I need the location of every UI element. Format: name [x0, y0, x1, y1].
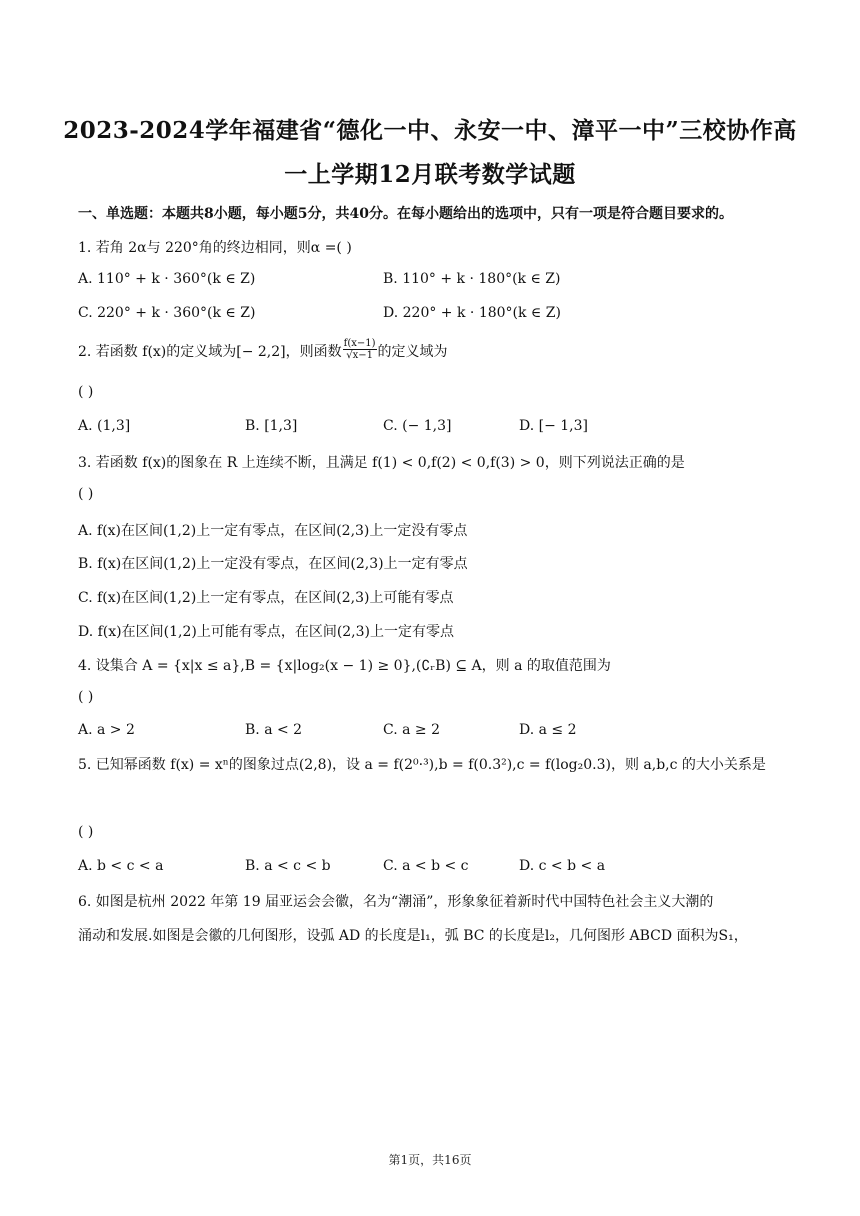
- question-2-stem-part1: 2. 若函数 f(x)的定义域为[− 2,2]，则函数: [78, 343, 342, 360]
- question-2-stem-part2: 的定义域为: [377, 343, 448, 360]
- question-4-stem: 4. 设集合 A = {x|x ≤ a},B = {x|log₂(x − 1) ≥ 0},(∁ᵣB) ⊆ A，则 a 的取值范围为: [78, 658, 611, 674]
- question-3-stem: 3. 若函数 f(x)的图象在 R 上连续不断，且满足 f(1) < 0,f(2) < 0,f(3) > 0，则下列说法正确的是: [78, 455, 685, 471]
- question-5-stem: 5. 已知幂函数 f(x) = xⁿ的图象过点(2,8)，设 a = f(2⁰·³),b = f(0.3²),c = f(log₂0.3)，则 a,b,c 的大小关系是: [78, 757, 766, 773]
- page-footer: 第1页，共16页: [388, 1153, 472, 1167]
- question-1-stem: 1. 若角 2α与 220°角的终边相同，则α =( ): [78, 240, 352, 256]
- question-1-option-c: C. 220° + k · 360°(k ∈ Z): [78, 305, 256, 321]
- fraction-numerator: f(x−1): [343, 338, 376, 349]
- question-5-option-d: D. c < b < a: [519, 858, 606, 874]
- question-5-option-a: A. b < c < a: [78, 858, 164, 874]
- question-1-option-a: A. 110° + k · 360°(k ∈ Z): [78, 271, 256, 287]
- question-4-option-a: A. a > 2: [78, 722, 135, 738]
- question-6-line1: 6. 如图是杭州 2022 年第 19 届亚运会会徽，名为“潮涌”，形象象征着新时代中国特色社会主义大潮的: [78, 894, 714, 910]
- question-6-line2: 涌动和发展.如图是会徽的几何图形，设弧 AD 的长度是l₁，弧 BC 的长度是l₂，几何图形 ABCD 面积为S₁，: [78, 928, 748, 944]
- question-1-option-d: D. 220° + k · 180°(k ∈ Z): [383, 305, 561, 321]
- question-2-option-a: A. (1,3]: [78, 418, 131, 434]
- question-1-option-b: B. 110° + k · 180°(k ∈ Z): [383, 271, 561, 287]
- question-2-option-c: C. (− 1,3]: [383, 418, 452, 434]
- question-4-option-b: B. a < 2: [245, 722, 303, 738]
- question-3-option-a: A. f(x)在区间(1,2)上一定有零点，在区间(2,3)上一定没有零点: [78, 523, 468, 539]
- question-3-paren: ( ): [78, 486, 94, 502]
- question-5-option-c: C. a < b < c: [383, 858, 469, 874]
- fraction-denominator: √x−1: [346, 350, 373, 361]
- question-4-option-d: D. a ≤ 2: [519, 722, 577, 738]
- question-2-option-b: B. [1,3]: [245, 418, 298, 434]
- question-3-option-d: D. f(x)在区间(1,2)上可能有零点，在区间(2,3)上一定有零点: [78, 624, 455, 640]
- question-5-paren: ( ): [78, 824, 94, 840]
- question-5-option-b: B. a < c < b: [245, 858, 331, 874]
- question-2-option-d: D. [− 1,3]: [519, 418, 588, 434]
- doc-title-line1: 2023-2024学年福建省“德化一中、永安一中、漳平一中”三校协作高: [63, 117, 797, 144]
- section-heading: 一、单选题：本题共8小题，每小题5分，共40分。在每小题给出的选项中，只有一项是符合题目要求的。: [78, 206, 733, 222]
- question-3-option-b: B. f(x)在区间(1,2)上一定没有零点，在区间(2,3)上一定有零点: [78, 556, 468, 572]
- question-2-fraction: [343, 338, 377, 361]
- question-4-paren: ( ): [78, 689, 94, 705]
- question-2-paren: ( ): [78, 384, 94, 400]
- question-2-stem: [78, 339, 448, 362]
- question-4-option-c: C. a ≥ 2: [383, 722, 440, 738]
- question-3-option-c: C. f(x)在区间(1,2)上一定有零点，在区间(2,3)上可能有零点: [78, 590, 454, 606]
- doc-title-line2: 一上学期12月联考数学试题: [284, 161, 576, 188]
